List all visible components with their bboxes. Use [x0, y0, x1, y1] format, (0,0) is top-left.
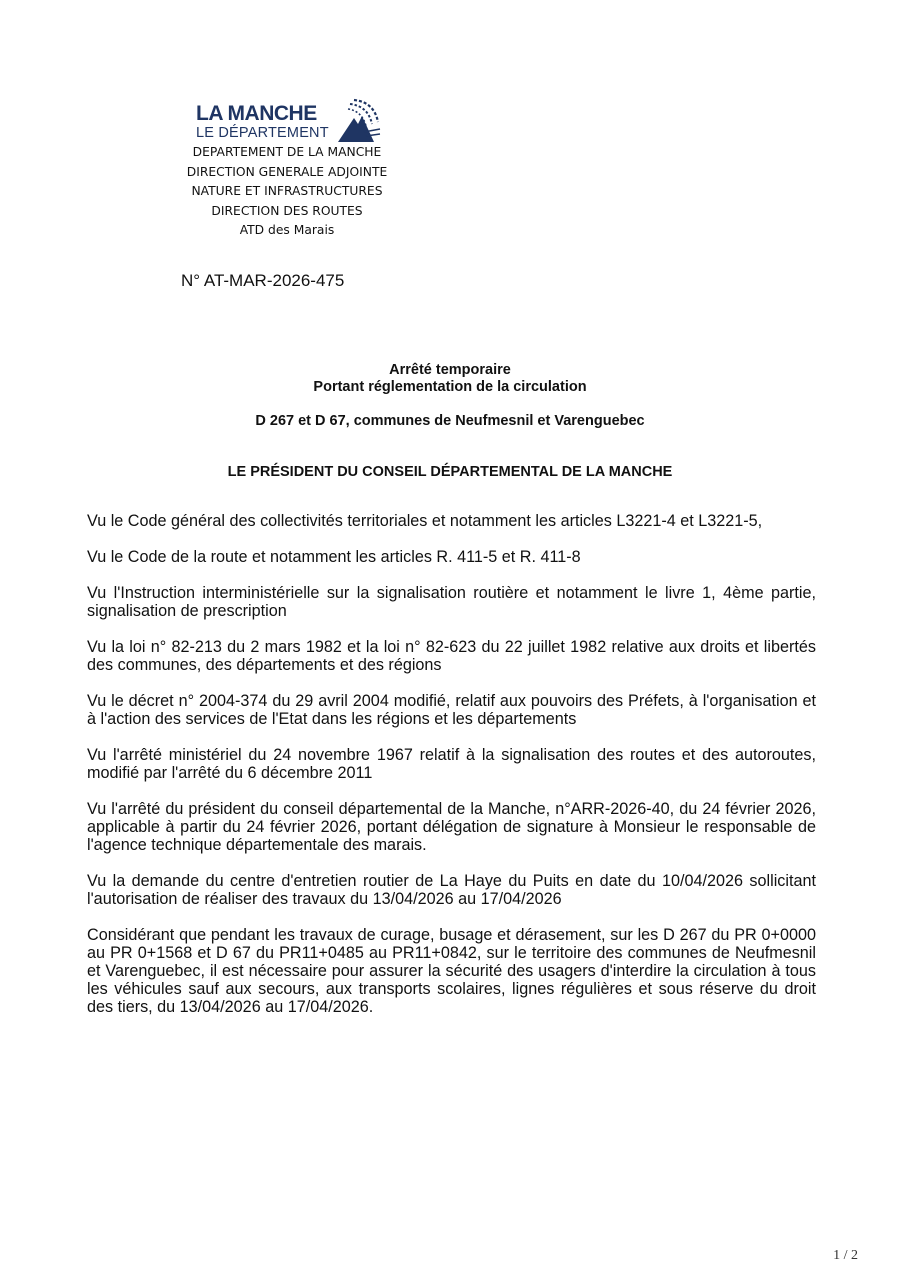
consideration-paragraph: Vu le Code de la route et notamment les articles R. 411-5 et R. 411-8	[87, 548, 581, 566]
consideration-paragraph: Vu l'Instruction interministérielle sur la signalisation routière et notamment le livre 1, 4ème partie, signalisation de prescription	[87, 584, 816, 620]
org-line-agency: ATD des Marais	[239, 223, 335, 237]
page-number: 1 / 2	[833, 1248, 858, 1263]
considerations-list	[87, 512, 816, 1034]
consideration-paragraph: Vu l'arrêté ministériel du 24 novembre 1967 relatif à la signalisation des routes et des autoroutes, modifié par l'arrêté du 6 décembre 2011	[87, 746, 816, 782]
consideration-paragraph: Vu le décret n° 2004-374 du 29 avril 2004 modifié, relatif aux pouvoirs des Préfets, à l'organisation et à l'action des services de l'Etat dans les régions et les départements	[87, 692, 816, 728]
department-logo	[192, 96, 384, 144]
roads-communes: , communes de Neufmesnil et Varenguebec	[345, 413, 645, 429]
org-line-roads-direction: DIRECTION DES ROUTES	[211, 203, 363, 218]
logo-title: LA MANCHE	[196, 102, 317, 125]
logo-subtitle: LE DÉPARTEMENT	[196, 125, 329, 141]
org-line-department: DEPARTEMENT DE LA MANCHE	[192, 145, 382, 159]
roads-heading	[0, 413, 900, 429]
issuing-organization	[160, 143, 414, 241]
decree-reference-number: N° AT-MAR-2026-475	[181, 271, 345, 290]
decree-type-heading: Arrêté temporaire	[389, 362, 511, 378]
authority-heading: LE PRÉSIDENT DU CONSEIL DÉPARTEMENTAL DE LA MANCHE	[227, 464, 673, 480]
org-line-directorate: DIRECTION GENERALE ADJOINTE	[186, 164, 388, 179]
la-manche-logo-icon	[334, 96, 382, 144]
consideration-paragraph: Considérant que pendant les travaux de curage, busage et dérasement, sur les D 267 du PR 0+0000 au PR 0+1568 et D 67 du PR11+0485 au PR11+0842, sur le territoire des communes de Neufmesnil et Varenguebec, il est nécessaire pour assurer la sécurité des usagers d'interdire la circulation à tous les véhicules sauf aux secours, aux transports scolaires, lignes régulières et sous réserve du droit des tiers, du 13/04/2026 au 17/04/2026.	[87, 926, 816, 1016]
consideration-paragraph: Vu la loi n° 82-213 du 2 mars 1982 et la loi n° 82-623 du 22 juillet 1982 relative aux droits et libertés des communes, des départements et des régions	[87, 638, 816, 674]
org-line-division: NATURE ET INFRASTRUCTURES	[191, 184, 383, 198]
consideration-paragraph: Vu l'arrêté du président du conseil départemental de la Manche, n°ARR-2026-40, du 24 février 2026, applicable à partir du 24 février 2026, portant délégation de signature à Monsieur le responsable de l'agence technique départementale des marais.	[87, 800, 816, 854]
roads-names: D 267 et D 67	[255, 413, 346, 429]
decree-object-heading: Portant réglementation de la circulation	[313, 379, 587, 395]
consideration-paragraph: Vu le Code général des collectivités territoriales et notamment les articles L3221-4 et L3221-5,	[87, 512, 763, 530]
consideration-paragraph: Vu la demande du centre d'entretien routier de La Haye du Puits en date du 10/04/2026 sollicitant l'autorisation de réaliser des travaux du 13/04/2026 au 17/04/2026	[87, 872, 816, 908]
